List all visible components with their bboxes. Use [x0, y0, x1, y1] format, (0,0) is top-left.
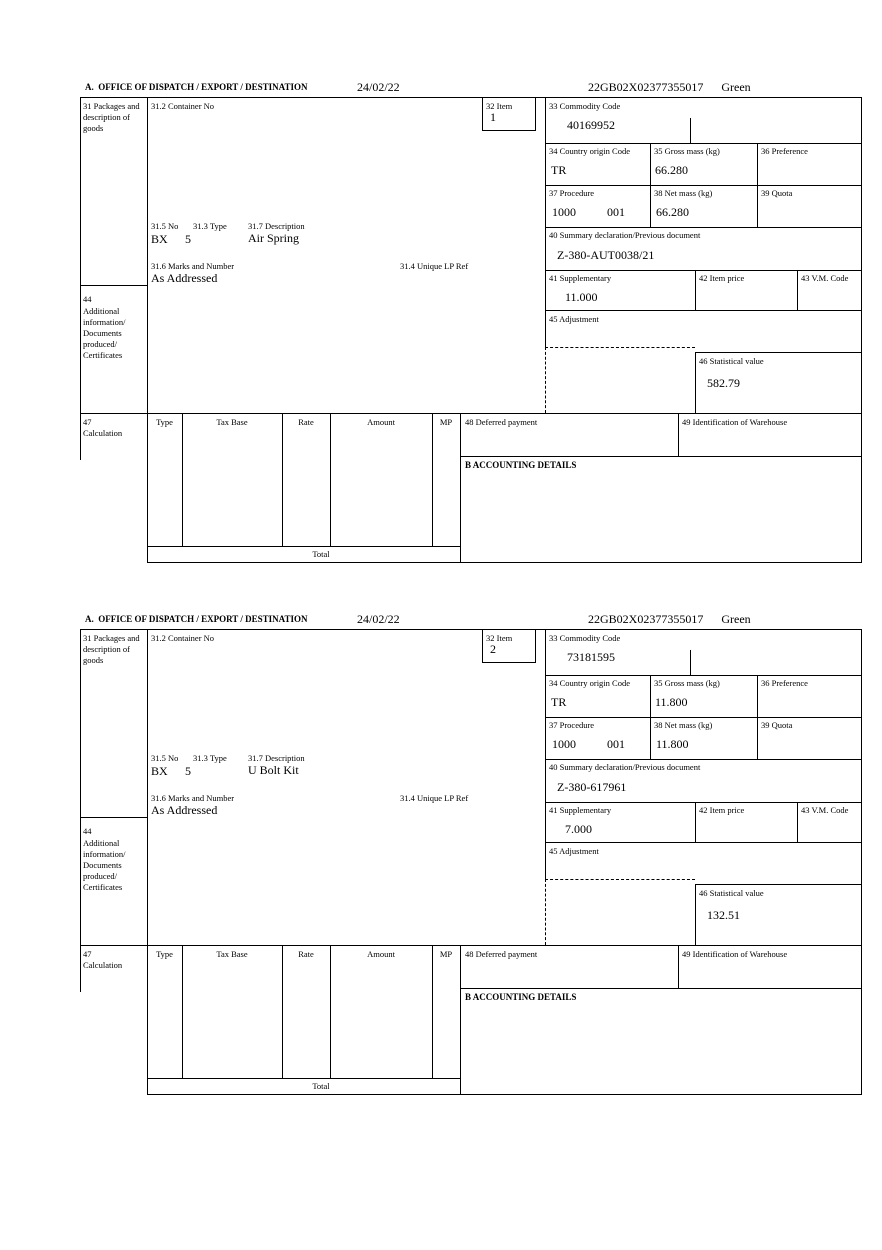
routing-status: Green	[721, 80, 751, 94]
box31-2-label: 31.2 Container No	[151, 101, 215, 111]
box49-label: 49 Identification of Warehouse	[682, 949, 788, 959]
grid-line	[545, 270, 862, 271]
box47-label: Calculation	[83, 960, 123, 970]
grid-line	[545, 879, 546, 945]
box31-label: 31 Packages and description of goods	[83, 101, 140, 134]
grid-line	[147, 97, 148, 562]
box40-label: 40 Summary declaration/Previous document	[549, 762, 701, 772]
box38-label: 38 Net mass (kg)	[654, 188, 713, 198]
marks-value: As Addressed	[151, 803, 218, 817]
grid-line	[797, 802, 798, 842]
column-header-tax-base: Tax Base	[216, 949, 248, 959]
box35-label: 35 Gross mass (kg)	[654, 678, 720, 688]
declaration-reference	[588, 81, 751, 94]
grid-line	[282, 945, 283, 1078]
grid-line	[678, 945, 679, 988]
grid-line	[545, 227, 862, 228]
office-of-dispatch-heading: A. OFFICE OF DISPATCH / EXPORT / DESTINATION	[85, 82, 308, 92]
box49-label: 49 Identification of Warehouse	[682, 417, 788, 427]
box46-label: 46 Statistical value	[699, 888, 764, 898]
grid-line	[695, 352, 862, 353]
grid-line	[330, 413, 331, 546]
box44-label: Additional information/ Documents produced/ Certificates	[83, 306, 126, 361]
grid-line	[695, 884, 696, 945]
box45-label: 45 Adjustment	[549, 314, 599, 324]
box38-label: 38 Net mass (kg)	[654, 720, 713, 730]
package-type-value: BX	[151, 764, 168, 778]
column-header-rate: Rate	[298, 949, 314, 959]
grid-line	[545, 802, 862, 803]
declaration-item-section	[0, 612, 882, 1112]
column-header-mp: MP	[439, 949, 453, 959]
grid-line	[432, 945, 433, 1078]
grid-line	[182, 413, 183, 546]
procedure-code-2-value: 001	[607, 205, 625, 219]
supplementary-units-value: 7.000	[565, 822, 592, 836]
grid-line	[861, 97, 862, 562]
box44-number: 44	[83, 294, 92, 304]
country-origin-value: TR	[551, 695, 567, 709]
grid-line	[330, 945, 331, 1078]
grid-line	[147, 629, 148, 1094]
box37-label: 37 Procedure	[549, 720, 595, 730]
grid-line	[690, 650, 691, 675]
box32-label: 32 Item	[486, 633, 513, 643]
box36-label: 36 Preference	[761, 678, 808, 688]
grid-line	[482, 130, 536, 131]
box46-label: 46 Statistical value	[699, 356, 764, 366]
column-header-amount: Amount	[367, 949, 395, 959]
statistical-value: 582.79	[707, 376, 740, 390]
box39-label: 39 Quota	[761, 188, 793, 198]
box48-label: 48 Deferred payment	[465, 417, 538, 427]
box31-4-label: 31.4 Unique LP Ref	[400, 793, 469, 803]
grid-line	[282, 413, 283, 546]
box48-label: 48 Deferred payment	[465, 949, 538, 959]
box37-label: 37 Procedure	[549, 188, 595, 198]
box41-label: 41 Supplementary	[549, 273, 612, 283]
accounting-details-heading: B ACCOUNTING DETAILS	[465, 460, 577, 470]
box45-label: 45 Adjustment	[549, 846, 599, 856]
grid-line	[147, 562, 862, 563]
grid-line	[432, 413, 433, 546]
commodity-code-value: 40169952	[567, 118, 615, 132]
grid-line	[695, 884, 862, 885]
box31-6-label: 31.6 Marks and Number	[151, 793, 235, 803]
declaration-reference	[588, 613, 751, 626]
grid-line	[545, 842, 862, 843]
declaration-date: 24/02/22	[357, 612, 400, 626]
total-label: Total	[312, 1081, 330, 1091]
box31-7-label: 31.7 Description	[248, 221, 305, 231]
grid-line	[545, 347, 546, 413]
grid-line	[80, 97, 81, 460]
box47-label: Calculation	[83, 428, 123, 438]
box47-number: 47	[83, 949, 92, 959]
grid-line	[757, 675, 758, 759]
previous-document-value: Z-380-AUT0038/21	[557, 248, 655, 262]
procedure-code-2-value: 001	[607, 737, 625, 751]
grid-line	[482, 662, 536, 663]
gross-mass-value: 66.280	[655, 163, 688, 177]
box44-number: 44	[83, 826, 92, 836]
grid-line	[147, 546, 460, 547]
grid-line	[80, 629, 81, 992]
grid-line	[545, 675, 862, 676]
box31-3-label: 31.3 Type	[193, 221, 227, 231]
box31-label: 31 Packages and description of goods	[83, 633, 140, 666]
net-mass-value: 66.280	[656, 205, 689, 219]
grid-line	[460, 988, 862, 989]
grid-line	[695, 802, 696, 842]
grid-line	[535, 629, 536, 662]
goods-description-value: U Bolt Kit	[248, 763, 299, 777]
grid-line	[545, 347, 695, 348]
grid-line	[545, 759, 862, 760]
grid-line	[482, 629, 483, 662]
accounting-details-heading: B ACCOUNTING DETAILS	[465, 992, 577, 1002]
column-header-amount: Amount	[367, 417, 395, 427]
column-header-type: Type	[156, 949, 173, 959]
box44-label: Additional information/ Documents produced/ Certificates	[83, 838, 126, 893]
box42-label: 42 Item price	[699, 273, 745, 283]
box47-number: 47	[83, 417, 92, 427]
grid-line	[545, 879, 695, 880]
grid-line	[460, 945, 461, 1094]
grid-line	[695, 352, 696, 413]
box34-label: 34 Country origin Code	[549, 678, 630, 688]
marks-value: As Addressed	[151, 271, 218, 285]
box33-label: 33 Commodity Code	[549, 633, 621, 643]
grid-line	[650, 675, 651, 759]
package-count-value: 5	[185, 764, 191, 778]
package-type-value: BX	[151, 232, 168, 246]
mrn-number: 22GB02X02377355017	[588, 612, 704, 626]
goods-description-value: Air Spring	[248, 231, 299, 245]
grid-line	[182, 945, 183, 1078]
grid-line	[545, 717, 862, 718]
column-header-tax-base: Tax Base	[216, 417, 248, 427]
grid-line	[80, 945, 862, 946]
grid-line	[690, 118, 691, 143]
grid-line	[678, 413, 679, 456]
column-header-type: Type	[156, 417, 173, 427]
grid-line	[757, 143, 758, 227]
grid-line	[650, 143, 651, 227]
procedure-code-value: 1000	[552, 205, 576, 219]
grid-line	[80, 629, 862, 630]
grid-line	[80, 97, 862, 98]
grid-line	[460, 413, 461, 562]
grid-line	[460, 456, 862, 457]
net-mass-value: 11.800	[656, 737, 689, 751]
statistical-value: 132.51	[707, 908, 740, 922]
box41-label: 41 Supplementary	[549, 805, 612, 815]
column-header-rate: Rate	[298, 417, 314, 427]
box36-label: 36 Preference	[761, 146, 808, 156]
box32-label: 32 Item	[486, 101, 513, 111]
commodity-code-value: 73181595	[567, 650, 615, 664]
grid-line	[695, 270, 696, 310]
box31-2-label: 31.2 Container No	[151, 633, 215, 643]
grid-line	[147, 1078, 460, 1079]
grid-line	[535, 97, 536, 130]
box43-label: 43 V.M. Code	[801, 273, 849, 283]
declaration-date: 24/02/22	[357, 80, 400, 94]
grid-line	[80, 285, 147, 286]
box31-7-label: 31.7 Description	[248, 753, 305, 763]
box31-5-label: 31.5 No	[151, 753, 179, 763]
box40-label: 40 Summary declaration/Previous document	[549, 230, 701, 240]
previous-document-value: Z-380-617961	[557, 780, 627, 794]
box33-label: 33 Commodity Code	[549, 101, 621, 111]
box31-3-label: 31.3 Type	[193, 753, 227, 763]
routing-status: Green	[721, 612, 751, 626]
box42-label: 42 Item price	[699, 805, 745, 815]
supplementary-units-value: 11.000	[565, 290, 598, 304]
box35-label: 35 Gross mass (kg)	[654, 146, 720, 156]
procedure-code-value: 1000	[552, 737, 576, 751]
item-number-value: 2	[490, 642, 496, 656]
box31-6-label: 31.6 Marks and Number	[151, 261, 235, 271]
grid-line	[797, 270, 798, 310]
grid-line	[482, 97, 483, 130]
grid-line	[80, 817, 147, 818]
grid-line	[545, 310, 862, 311]
declaration-item-section	[0, 80, 882, 580]
total-label: Total	[312, 549, 330, 559]
gross-mass-value: 11.800	[655, 695, 688, 709]
box39-label: 39 Quota	[761, 720, 793, 730]
box31-4-label: 31.4 Unique LP Ref	[400, 261, 469, 271]
country-origin-value: TR	[551, 163, 567, 177]
grid-line	[545, 143, 862, 144]
grid-line	[545, 185, 862, 186]
grid-line	[80, 413, 862, 414]
item-number-value: 1	[490, 110, 496, 124]
box31-5-label: 31.5 No	[151, 221, 179, 231]
box43-label: 43 V.M. Code	[801, 805, 849, 815]
office-of-dispatch-heading: A. OFFICE OF DISPATCH / EXPORT / DESTINATION	[85, 614, 308, 624]
package-count-value: 5	[185, 232, 191, 246]
mrn-number: 22GB02X02377355017	[588, 80, 704, 94]
grid-line	[147, 1094, 862, 1095]
box34-label: 34 Country origin Code	[549, 146, 630, 156]
column-header-mp: MP	[439, 417, 453, 427]
grid-line	[861, 629, 862, 1094]
